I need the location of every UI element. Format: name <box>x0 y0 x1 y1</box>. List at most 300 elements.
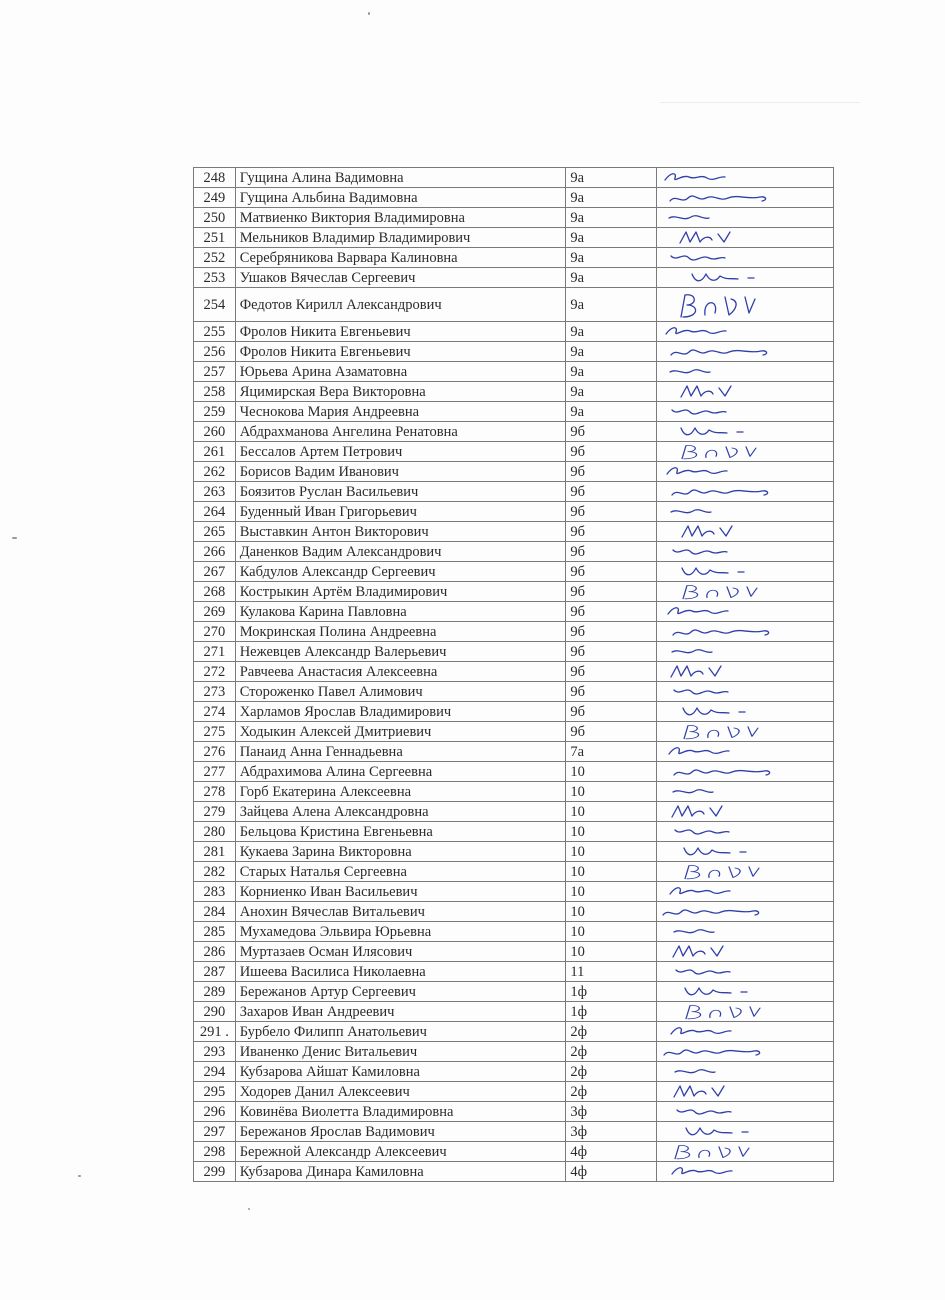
table-row <box>194 248 834 268</box>
row-number: 272 <box>194 662 236 682</box>
row-number: 273 <box>194 682 236 702</box>
signature-stroke <box>671 1028 731 1034</box>
class-cell: 9а <box>566 342 657 362</box>
row-number: 270 <box>194 622 236 642</box>
handwritten-signature-icon <box>661 1022 821 1041</box>
row-number: 251 <box>194 228 236 248</box>
class-cell: 9б <box>566 642 657 662</box>
signature-stroke <box>671 666 721 677</box>
signature-stroke <box>672 410 726 414</box>
row-number: 277 <box>194 762 236 782</box>
signature-cell <box>656 248 833 268</box>
student-name: Старых Наталья Сергеевна <box>235 862 566 882</box>
table-row <box>194 662 834 682</box>
student-name: Боязитов Руслан Васильевич <box>235 482 566 502</box>
signature-cell <box>656 762 833 782</box>
handwritten-signature-icon <box>661 842 821 861</box>
row-number: 263 <box>194 482 236 502</box>
row-number: 290 <box>194 1002 236 1022</box>
row-number: 255 <box>194 322 236 342</box>
table-row <box>194 482 834 502</box>
table-row <box>194 642 834 662</box>
signature-cell <box>656 362 833 382</box>
signature-stroke <box>673 630 769 635</box>
class-cell: 9а <box>566 322 657 342</box>
row-number: 253 <box>194 268 236 288</box>
row-number: 284 <box>194 902 236 922</box>
signature-cell <box>656 1162 833 1182</box>
class-cell: 10 <box>566 762 657 782</box>
handwritten-signature-icon <box>661 582 821 601</box>
handwritten-signature-icon <box>661 742 821 761</box>
roster-table <box>193 167 834 1182</box>
table-row <box>194 582 834 602</box>
signature-cell <box>656 382 833 402</box>
table-row <box>194 1042 834 1062</box>
signature-cell <box>656 1142 833 1162</box>
table-row <box>194 562 834 582</box>
signature-cell <box>656 882 833 902</box>
table-row <box>194 382 834 402</box>
signature-stroke <box>674 1086 724 1097</box>
student-name: Нежевцев Александр Валерьевич <box>235 642 566 662</box>
student-name: Анохин Вячеслав Витальевич <box>235 902 566 922</box>
student-name: Ходыкин Алексей Дмитриевич <box>235 722 566 742</box>
handwritten-signature-icon <box>661 1142 821 1161</box>
student-name: Буденный Иван Григорьевич <box>235 502 566 522</box>
signature-stroke <box>671 510 711 513</box>
row-number: 257 <box>194 362 236 382</box>
handwritten-signature-icon <box>661 228 821 247</box>
signature-cell <box>656 1002 833 1022</box>
class-cell: 9б <box>566 422 657 442</box>
class-cell: 10 <box>566 842 657 862</box>
student-name: Гущина Алина Вадимовна <box>235 168 566 188</box>
handwritten-signature-icon <box>661 622 821 641</box>
student-name: Зайцева Алена Александровна <box>235 802 566 822</box>
student-name: Харламов Ярослав Владимирович <box>235 702 566 722</box>
class-cell: 9б <box>566 482 657 502</box>
student-name: Мельников Владимир Владимирович <box>235 228 566 248</box>
table-row <box>194 288 834 322</box>
row-number: 264 <box>194 502 236 522</box>
handwritten-signature-icon <box>661 382 821 401</box>
signature-cell <box>656 862 833 882</box>
table-row <box>194 362 834 382</box>
class-cell: 10 <box>566 902 657 922</box>
class-cell: 10 <box>566 922 657 942</box>
table-row <box>194 168 834 188</box>
student-name: Стороженко Павел Алимович <box>235 682 566 702</box>
table-row <box>194 882 834 902</box>
signature-stroke <box>674 690 728 694</box>
signature-cell <box>656 402 833 422</box>
handwritten-signature-icon <box>661 1062 821 1081</box>
signature-stroke <box>669 748 729 754</box>
row-number: 271 <box>194 642 236 662</box>
handwritten-signature-icon <box>661 722 821 741</box>
class-cell: 10 <box>566 862 657 882</box>
table-row <box>194 922 834 942</box>
table-row <box>194 682 834 702</box>
signature-stroke <box>673 946 723 957</box>
student-name: Кулакова Карина Павловна <box>235 602 566 622</box>
signature-stroke <box>671 350 767 355</box>
handwritten-signature-icon <box>661 682 821 701</box>
table-row <box>194 1022 834 1042</box>
signature-cell <box>656 842 833 862</box>
handwritten-signature-icon <box>661 662 821 681</box>
handwritten-signature-icon <box>661 822 821 841</box>
signature-stroke <box>671 256 725 260</box>
signature-stroke <box>684 725 758 738</box>
signature-cell <box>656 228 833 248</box>
student-name: Ишеева Василиса Николаевна <box>235 962 566 982</box>
row-number: 293 <box>194 1042 236 1062</box>
student-name: Абдрахманова Ангелина Ренатовна <box>235 422 566 442</box>
signature-cell <box>656 742 833 762</box>
student-name: Иваненко Денис Витальевич <box>235 1042 566 1062</box>
table-row <box>194 462 834 482</box>
table-row <box>194 522 834 542</box>
row-number: 283 <box>194 882 236 902</box>
class-cell: 1ф <box>566 982 657 1002</box>
row-number: 261 <box>194 442 236 462</box>
class-cell: 9б <box>566 542 657 562</box>
scan-speck <box>368 12 370 15</box>
class-cell: 3ф <box>566 1102 657 1122</box>
class-cell: 9б <box>566 442 657 462</box>
table-row <box>194 782 834 802</box>
signature-stroke <box>675 1070 715 1073</box>
student-name: Бережной Александр Алексеевич <box>235 1142 566 1162</box>
table-row <box>194 1122 834 1142</box>
class-cell: 2ф <box>566 1082 657 1102</box>
class-cell: 1ф <box>566 1002 657 1022</box>
signature-cell <box>656 502 833 522</box>
handwritten-signature-icon <box>661 922 821 941</box>
student-name: Яцимирская Вера Викторовна <box>235 382 566 402</box>
handwritten-signature-icon <box>661 962 821 981</box>
class-cell: 10 <box>566 942 657 962</box>
signature-stroke <box>681 294 755 316</box>
student-name: Корниенко Иван Васильевич <box>235 882 566 902</box>
signature-cell <box>656 342 833 362</box>
student-name: Фролов Никита Евгеньевич <box>235 342 566 362</box>
student-name: Серебряникова Варвара Калиновна <box>235 248 566 268</box>
class-cell: 9б <box>566 662 657 682</box>
student-name: Мокринская Полина Андреевна <box>235 622 566 642</box>
signature-stroke <box>676 970 730 974</box>
handwritten-signature-icon <box>661 289 821 321</box>
signature-stroke <box>673 550 727 554</box>
student-name: Фролов Никита Евгеньевич <box>235 322 566 342</box>
student-name: Матвиенко Виктория Владимировна <box>235 208 566 228</box>
class-cell: 11 <box>566 962 657 982</box>
scan-speck <box>248 1208 250 1210</box>
table-row <box>194 822 834 842</box>
student-name: Бельцова Кристина Евгеньевна <box>235 822 566 842</box>
signature-cell <box>656 522 833 542</box>
class-cell: 9б <box>566 462 657 482</box>
student-name: Абдрахимова Алина Сергеевна <box>235 762 566 782</box>
signature-stroke <box>682 568 744 575</box>
student-name: Бурбело Филипп Анатольевич <box>235 1022 566 1042</box>
roster-body <box>194 168 834 1182</box>
table-row <box>194 228 834 248</box>
signature-cell <box>656 982 833 1002</box>
signature-stroke <box>670 196 766 201</box>
row-number: 296 <box>194 1102 236 1122</box>
scan-speck <box>78 1175 81 1177</box>
row-number: 248 <box>194 168 236 188</box>
handwritten-signature-icon <box>661 1002 821 1021</box>
table-row <box>194 942 834 962</box>
signature-cell <box>656 208 833 228</box>
signature-stroke <box>682 526 732 537</box>
handwritten-signature-icon <box>661 342 821 361</box>
scan-streak <box>660 102 860 103</box>
student-name: Чеснокова Мария Андреевна <box>235 402 566 422</box>
class-cell: 9б <box>566 622 657 642</box>
student-name: Ковинёва Виолетта Владимировна <box>235 1102 566 1122</box>
signature-cell <box>656 1042 833 1062</box>
table-row <box>194 982 834 1002</box>
signature-cell <box>656 642 833 662</box>
signature-cell <box>656 288 833 322</box>
handwritten-signature-icon <box>661 442 821 461</box>
signature-cell <box>656 268 833 288</box>
signature-cell <box>656 1102 833 1122</box>
table-row <box>194 622 834 642</box>
class-cell: 9б <box>566 682 657 702</box>
handwritten-signature-icon <box>661 1102 821 1121</box>
class-cell: 9а <box>566 402 657 422</box>
scan-speck <box>12 537 17 539</box>
signature-stroke <box>674 770 770 775</box>
student-name: Ушаков Вячеслав Сергеевич <box>235 268 566 288</box>
table-row <box>194 702 834 722</box>
row-number: 281 <box>194 842 236 862</box>
student-name: Кукаева Зарина Викторовна <box>235 842 566 862</box>
row-number: 278 <box>194 782 236 802</box>
row-number: 291 . <box>194 1022 236 1042</box>
row-number: 295 <box>194 1082 236 1102</box>
signature-stroke <box>672 806 722 817</box>
signature-cell <box>656 622 833 642</box>
table-row <box>194 542 834 562</box>
class-cell: 9а <box>566 168 657 188</box>
signature-cell <box>656 702 833 722</box>
row-number: 256 <box>194 342 236 362</box>
student-name: Борисов Вадим Иванович <box>235 462 566 482</box>
signature-cell <box>656 902 833 922</box>
row-number: 280 <box>194 822 236 842</box>
class-cell: 2ф <box>566 1022 657 1042</box>
signature-stroke <box>666 328 726 334</box>
student-name: Юрьева Арина Азаматовна <box>235 362 566 382</box>
signature-cell <box>656 542 833 562</box>
row-number: 262 <box>194 462 236 482</box>
signature-cell <box>656 1022 833 1042</box>
signature-cell <box>656 962 833 982</box>
table-row <box>194 742 834 762</box>
table-row <box>194 862 834 882</box>
handwritten-signature-icon <box>661 362 821 381</box>
table-row <box>194 1082 834 1102</box>
row-number: 276 <box>194 742 236 762</box>
class-cell: 9а <box>566 362 657 382</box>
row-number: 249 <box>194 188 236 208</box>
table-row <box>194 402 834 422</box>
signature-stroke <box>686 1005 760 1018</box>
handwritten-signature-icon <box>661 402 821 421</box>
table-row <box>194 802 834 822</box>
signature-cell <box>656 922 833 942</box>
handwritten-signature-icon <box>661 422 821 441</box>
table-row <box>194 762 834 782</box>
student-name: Выставкин Антон Викторович <box>235 522 566 542</box>
table-row <box>194 602 834 622</box>
signature-cell <box>656 1122 833 1142</box>
student-name: Кострыкин Артём Владимирович <box>235 582 566 602</box>
student-name: Ходорев Данил Алексеевич <box>235 1082 566 1102</box>
handwritten-signature-icon <box>661 268 821 287</box>
handwritten-signature-icon <box>661 862 821 881</box>
signature-cell <box>656 462 833 482</box>
signature-stroke <box>685 988 747 995</box>
handwritten-signature-icon <box>661 502 821 521</box>
handwritten-signature-icon <box>661 602 821 621</box>
signature-stroke <box>672 1168 732 1174</box>
class-cell: 10 <box>566 882 657 902</box>
student-name: Мухамедова Эльвира Юрьевна <box>235 922 566 942</box>
row-number: 282 <box>194 862 236 882</box>
signature-stroke <box>681 386 731 397</box>
signature-stroke <box>692 274 754 281</box>
signature-stroke <box>685 865 759 878</box>
class-cell: 3ф <box>566 1122 657 1142</box>
class-cell: 4ф <box>566 1162 657 1182</box>
class-cell: 9а <box>566 248 657 268</box>
signature-stroke <box>670 888 730 894</box>
handwritten-signature-icon <box>661 642 821 661</box>
table-row <box>194 902 834 922</box>
signature-cell <box>656 822 833 842</box>
class-cell: 10 <box>566 802 657 822</box>
class-cell: 9б <box>566 522 657 542</box>
handwritten-signature-icon <box>661 482 821 501</box>
class-cell: 9а <box>566 382 657 402</box>
handwritten-signature-icon <box>661 982 821 1001</box>
signature-cell <box>656 168 833 188</box>
row-number: 287 <box>194 962 236 982</box>
class-cell: 9б <box>566 702 657 722</box>
table-row <box>194 342 834 362</box>
handwritten-signature-icon <box>661 1042 821 1061</box>
row-number: 275 <box>194 722 236 742</box>
student-name: Бережанов Ярослав Вадимович <box>235 1122 566 1142</box>
class-cell: 2ф <box>566 1042 657 1062</box>
row-number: 265 <box>194 522 236 542</box>
class-cell: 9б <box>566 562 657 582</box>
signature-cell <box>656 1082 833 1102</box>
student-name: Бережанов Артур Сергеевич <box>235 982 566 1002</box>
class-cell: 9а <box>566 188 657 208</box>
class-cell: 9а <box>566 228 657 248</box>
class-cell: 2ф <box>566 1062 657 1082</box>
row-number: 269 <box>194 602 236 622</box>
class-cell: 9а <box>566 288 657 322</box>
signature-cell <box>656 442 833 462</box>
signature-stroke <box>675 830 729 834</box>
signature-stroke <box>675 1145 749 1158</box>
signature-stroke <box>682 445 756 458</box>
signature-cell <box>656 322 833 342</box>
signature-stroke <box>674 930 714 933</box>
class-cell: 9а <box>566 268 657 288</box>
signature-cell <box>656 188 833 208</box>
signature-cell <box>656 662 833 682</box>
row-number: 259 <box>194 402 236 422</box>
handwritten-signature-icon <box>661 522 821 541</box>
handwritten-signature-icon <box>661 1082 821 1101</box>
signature-cell <box>656 782 833 802</box>
student-name: Захаров Иван Андреевич <box>235 1002 566 1022</box>
student-name: Федотов Кирилл Александрович <box>235 288 566 322</box>
signature-cell <box>656 582 833 602</box>
student-name: Даненков Вадим Александрович <box>235 542 566 562</box>
table-row <box>194 962 834 982</box>
table-row <box>194 268 834 288</box>
signature-cell <box>656 1062 833 1082</box>
table-row <box>194 502 834 522</box>
row-number: 254 <box>194 288 236 322</box>
handwritten-signature-icon <box>661 248 821 267</box>
row-number: 252 <box>194 248 236 268</box>
row-number: 258 <box>194 382 236 402</box>
table-row <box>194 422 834 442</box>
handwritten-signature-icon <box>661 802 821 821</box>
student-name: Панаид Анна Геннадьевна <box>235 742 566 762</box>
signature-cell <box>656 722 833 742</box>
student-name: Муртазаев Осман Илясович <box>235 942 566 962</box>
signature-stroke <box>669 216 709 219</box>
row-number: 266 <box>194 542 236 562</box>
signature-stroke <box>684 848 746 855</box>
student-name: Равчеева Анастасия Алексеевна <box>235 662 566 682</box>
row-number: 279 <box>194 802 236 822</box>
class-cell: 4ф <box>566 1142 657 1162</box>
signature-stroke <box>664 1050 760 1055</box>
signature-stroke <box>667 468 727 474</box>
row-number: 260 <box>194 422 236 442</box>
signature-stroke <box>681 428 743 435</box>
signature-cell <box>656 602 833 622</box>
signature-stroke <box>683 708 745 715</box>
signature-stroke <box>683 585 757 598</box>
signature-stroke <box>668 608 728 614</box>
signature-stroke <box>673 790 713 793</box>
table-row <box>194 188 834 208</box>
handwritten-signature-icon <box>661 562 821 581</box>
signature-cell <box>656 802 833 822</box>
handwritten-signature-icon <box>661 782 821 801</box>
row-number: 250 <box>194 208 236 228</box>
handwritten-signature-icon <box>661 1162 821 1181</box>
student-name: Бессалов Артем Петрович <box>235 442 566 462</box>
table-row <box>194 1142 834 1162</box>
